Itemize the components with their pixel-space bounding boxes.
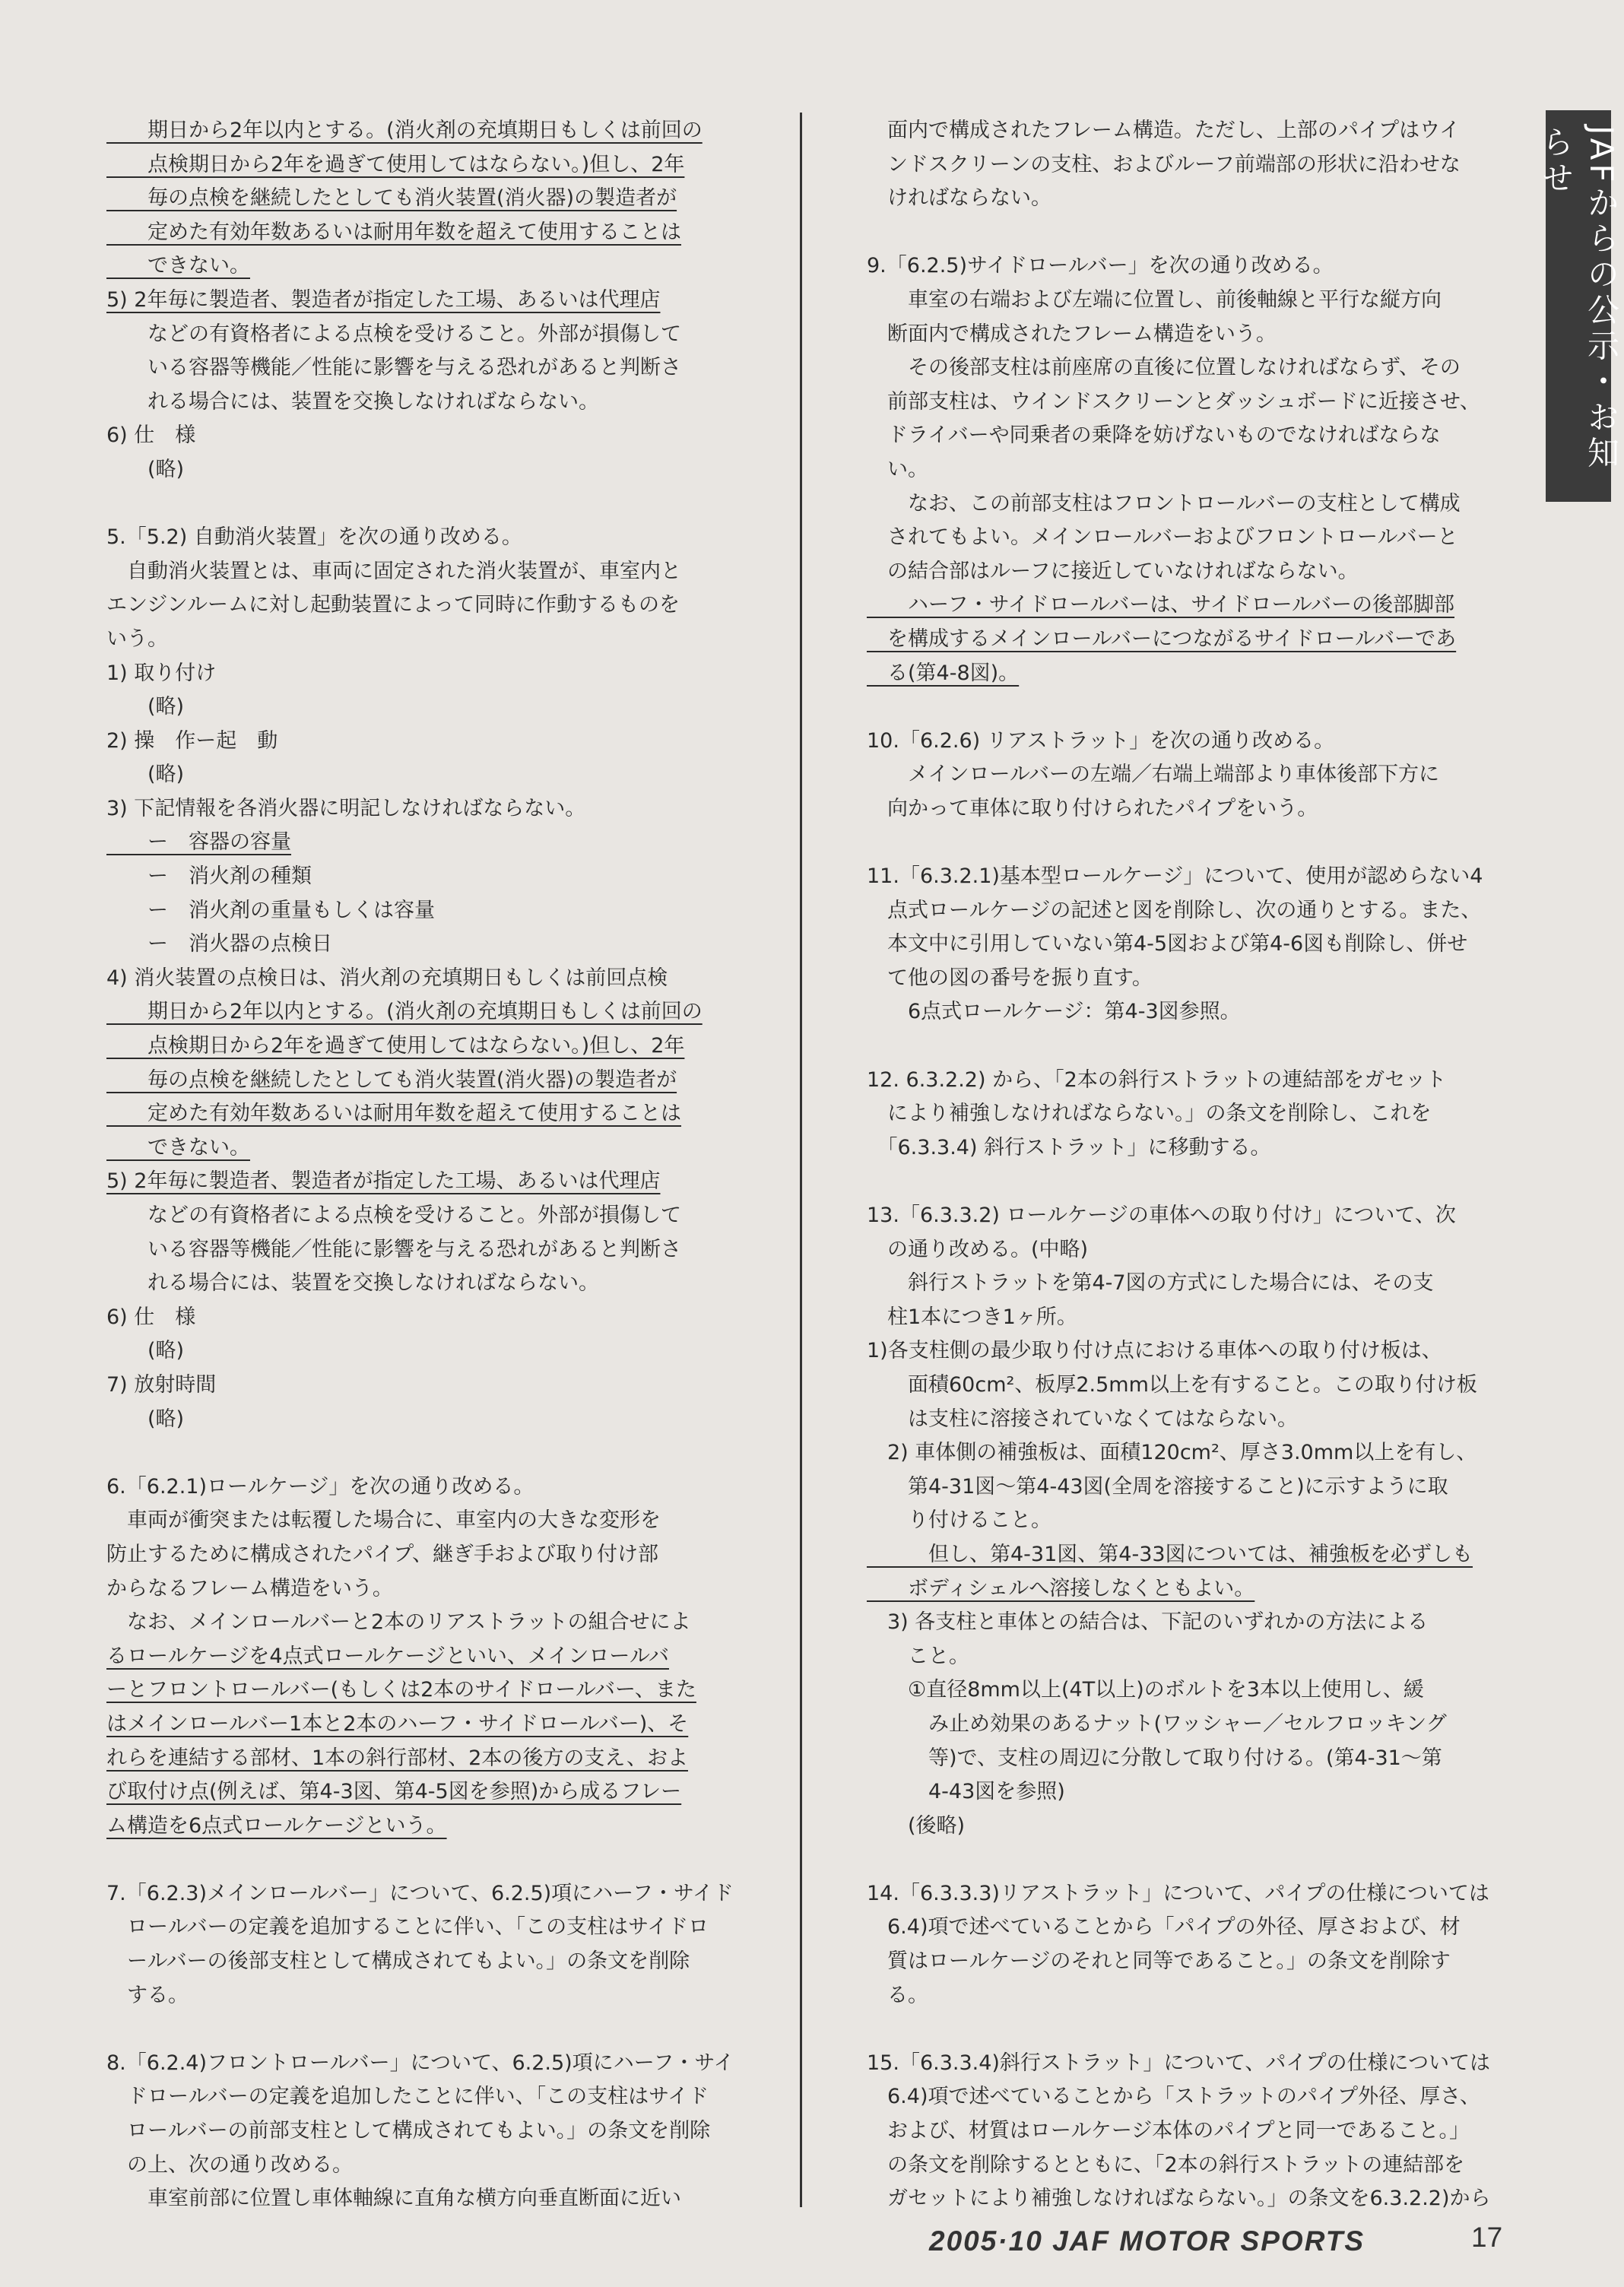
text-line: 定めた有効年数あるいは耐用年数を超えて使用することは [106,1102,681,1126]
text-line: れる場合には、装置を交換しなければならない。 [106,389,599,414]
text-line: 点式ロールケージの記述と図を削除し、次の通りとする。また、 [867,898,1482,922]
text-line: 12. 6.3.2.2) から、「2本の斜行ストラットの連結部をガセット [867,1067,1447,1092]
right-column [867,114,1521,2216]
text-line: の結合部はルーフに接近していなければならない。 [867,559,1359,583]
text-line: の上、次の通り改める。 [106,2152,353,2177]
text-line: 自動消火装置とは、車両に固定された消火装置が、車室内と [106,559,681,583]
text-line: 6点式ロールケージ：第4-3図参照。 [867,1000,1241,1024]
text-line: 13.「6.3.3.2) ロールケージの車体への取り付け」について、次 [867,1204,1456,1227]
text-line: なお、メインロールバーと2本のリアストラットの組合せによ [106,1610,691,1635]
text-line: などの有資格者による点検を受けること。外部が損傷して [106,322,681,346]
text-line: 毎の点検を継続したとしても消火装置(消火器)の製造者が [106,1067,677,1092]
paragraph-gap [867,690,1521,725]
text-line: み止め効果のあるナット(ワッシャー／セルフロッキング [867,1711,1447,1736]
paragraph-gap [867,1165,1521,1199]
text-line: (略) [106,457,185,481]
text-line: (略) [106,1407,185,1431]
text-line: ンドスクリーンの支柱、およびルーフ前端部の形状に沿わせな [867,152,1461,176]
text-line: ボディシェルへ溶接しなくともよい。 [867,1576,1255,1600]
text-line: 車室前部に位置し車体軸線に直角な横方向垂直断面に近い [106,2187,681,2211]
text-line: 7.「6.2.3)メインロールバー」について、6.2.5)項にハーフ・サイド [106,1881,734,1905]
text-line: 8.「6.2.4)フロントロールバー」について、6.2.5)項にハーフ・サイ [106,2051,734,2075]
text-line: により補強しなければならない。」の条文を削除し、これを [867,1102,1432,1126]
paragraph-gap [106,2013,753,2047]
text-line: 車室の右端および左端に位置し、前後軸線と平行な縦方向 [867,287,1442,312]
text-line: ロールバーの前部支柱として構成されてもよい。」の条文を削除 [106,2119,711,2143]
text-line: 定めた有効年数あるいは耐用年数を超えて使用することは [106,220,681,244]
paragraph-gap [867,826,1521,860]
text-line: いう。 [106,626,168,651]
text-line: 6.4)項で述べていることから「ストラットのパイプ外径、厚さ、 [867,2085,1481,2109]
text-line: ハーフ・サイドロールバーは、サイドロールバーの後部脚部 [867,593,1455,617]
text-line: り付けること。 [867,1508,1051,1533]
text-line: 14.「6.3.3.3)リアストラット」について、パイプの仕様については [867,1881,1489,1905]
text-line: て他の図の番号を振り直す。 [867,966,1153,990]
paragraph-gap [867,1029,1521,1064]
text-line: 点検期日から2年を過ぎて使用してはならない。)但し、2年 [106,1034,685,1058]
text-line: 11.「6.3.2.1)基本型ロールケージ」について、使用が認めらない4 [867,864,1483,889]
text-line: その後部支柱は前座席の直後に位置しなければならず、その [867,356,1461,380]
text-line: できない。 [106,1135,250,1159]
text-line: 6) 仕 様 [106,1305,196,1329]
text-line: ー 消火器の点検日 [106,932,332,956]
paragraph-gap [106,1436,753,1470]
text-line: 本文中に引用していない第4-5図および第4-6図も削除し、併せ [867,932,1468,956]
text-line: する。 [106,1983,189,2007]
footer-magazine-title: 2005·10 JAF MOTOR SPORTS [929,2225,1365,2257]
paragraph-gap [867,2013,1521,2047]
text-line: 向かって車体に取り付けられたパイプをいう。 [867,796,1318,820]
text-line: 15.「6.3.3.4)斜行ストラット」について、パイプの仕様については [867,2051,1490,2075]
text-line: 但し、第4-31図、第4-33図については、補強板を必ずしも [867,1542,1473,1566]
text-line: ければならない。 [867,186,1051,211]
text-line: ー 消火剤の種類 [106,864,312,889]
text-line: ①直径8mm以上(4T以上)のボルトを3本以上使用し、緩 [867,1678,1424,1702]
text-line: 質はロールケージのそれと同等であること。」の条文を削除す [867,1949,1451,1974]
text-line: 1)各支柱側の最少取り付け点における車体への取り付け板は、 [867,1339,1442,1363]
text-line: 1) 取り付け [106,661,217,685]
text-line: されてもよい。メインロールバーおよびフロントロールバーと [867,525,1458,550]
text-line: なお、この前部支柱はフロントロールバーの支柱として構成 [867,491,1461,515]
text-line: ールバーの後部支柱として構成されてもよい。」の条文を削除 [106,1949,690,1974]
text-line: 2) 車体側の補強板は、面積120cm²、厚さ3.0mm以上を有し、 [867,1441,1477,1465]
text-line: 柱1本につき1ヶ所。 [867,1305,1077,1329]
text-line: などの有資格者による点検を受けること。外部が損傷して [106,1204,681,1227]
text-line: は支柱に溶接されていなくてはならない。 [867,1407,1298,1431]
column-divider [800,113,802,2207]
text-line: からなるフレーム構造をいう。 [106,1576,393,1600]
text-line: エンジンルームに対し起動装置によって同時に作動するものを [106,593,680,617]
text-line: ーとフロントロールバー(もしくは2本のサイドロールバー、また [106,1678,696,1702]
text-line: および、材質はロールケージ本体のパイプと同一であること。」 [867,2119,1470,2143]
page-number: 17 [1471,2222,1503,2253]
text-line: いる容器等機能／性能に影響を与える恐れがあると判断さ [106,1237,681,1261]
text-line: の条文を削除するとともに、「2本の斜行ストラットの連結部を [867,2152,1465,2177]
text-line: る。 [867,1983,928,2007]
paragraph-gap [867,1843,1521,1877]
text-line: 3) 各支柱と車体との結合は、下記のいずれかの方法による [867,1610,1429,1635]
text-line: 期日から2年以内とする。(消火剤の充填期日もしくは前回の [106,119,703,142]
text-line: 第4-31図〜第4-43図(全周を溶接すること)に示すように取 [867,1474,1448,1499]
text-line: ドライバーや同乗者の乗降を妨げないものでなければならな [867,423,1441,448]
text-line: (略) [106,763,185,787]
text-line: ム構造を6点式ロールケージという。 [106,1813,447,1838]
text-line: い。 [867,457,928,481]
text-line: 4-43図を参照) [867,1780,1065,1804]
text-line: 3) 下記情報を各消火器に明記しなければならない。 [106,796,586,820]
paragraph-gap [106,487,753,522]
text-line: 前部支柱は、ウインドスクリーンとダッシュボードに近接させ、 [867,389,1481,414]
text-line: 6) 仕 様 [106,423,196,448]
text-line: 車両が衝突または転覆した場合に、車室内の大きな変形を [106,1508,661,1533]
text-line: ー 消火剤の重量もしくは容量 [106,898,435,922]
text-line: 6.「6.2.1)ロールケージ」を次の通り改める。 [106,1474,534,1499]
text-line: いる容器等機能／性能に影響を与える恐れがあると判断さ [106,356,681,380]
text-line: 面内で構成されたフレーム構造。ただし、上部のパイプはウイ [867,119,1461,142]
text-line: るロールケージを4点式ロールケージといい、メインロールバ [106,1644,669,1668]
text-line: (後略) [867,1813,966,1838]
text-line: 毎の点検を継続したとしても消火装置(消火器)の製造者が [106,186,677,211]
text-line: 6.4)項で述べていることから「パイプの外径、厚さおよび、材 [867,1915,1461,1940]
text-line: 9.「6.2.5)サイドロールバー」を次の通り改める。 [867,254,1334,278]
section-tab-label: JAFからの公示・お知らせ [1537,125,1620,472]
left-column [106,114,753,2216]
text-line: 面積60cm²、板厚2.5mm以上を有すること。この取り付け板 [867,1372,1477,1397]
section-tab [1537,110,1620,502]
text-line: 5) 2年毎に製造者、製造者が指定した工場、あるいは代理店 [106,287,661,312]
text-line: ー 容器の容量 [106,830,291,855]
paragraph-gap [106,1843,753,1877]
text-line: 4) 消火装置の点検日は、消火剤の充填期日もしくは前回点検 [106,966,668,990]
text-line: 防止するために構成されたパイプ、継ぎ手および取り付け部 [106,1542,659,1566]
text-line: (略) [106,1339,185,1363]
text-line: れらを連結する部材、1本の斜行部材、2本の後方の支え、およ [106,1746,688,1770]
text-line: 2) 操 作ー起 動 [106,728,278,753]
text-line: こと。 [867,1644,969,1668]
text-line: 5) 2年毎に製造者、製造者が指定した工場、あるいは代理店 [106,1169,661,1194]
paragraph-gap [867,216,1521,250]
text-line: (略) [106,695,185,719]
text-line: 等)で、支柱の周辺に分散して取り付ける。(第4-31〜第 [867,1746,1442,1770]
text-line: 10.「6.2.6) リアストラット」を次の通り改める。 [867,728,1335,753]
text-line: の通り改める。(中略) [867,1237,1089,1261]
text-line: ロールバーの定義を追加することに伴い、「この支柱はサイドロ [106,1915,709,1940]
text-line: れる場合には、装置を交換しなければならない。 [106,1271,599,1296]
text-line: ドロールバーの定義を追加したことに伴い、「この支柱はサイド [106,2085,709,2109]
text-line: ガセットにより補強しなければならない。」の条文を6.3.2.2)から [867,2187,1491,2211]
text-line: 「6.3.3.4) 斜行ストラット」に移動する。 [867,1135,1271,1159]
text-line: 断面内で構成されたフレーム構造をいう。 [867,322,1277,346]
text-line: できない。 [106,254,250,278]
text-line: 斜行ストラットを第4-7図の方式にした場合には、その支 [867,1271,1434,1296]
text-line: る(第4-8図)。 [867,661,1020,685]
text-line: 点検期日から2年を過ぎて使用してはならない。)但し、2年 [106,152,685,176]
text-line: を構成するメインロールバーにつながるサイドロールバーであ [867,626,1457,651]
text-line: び取付け点(例えば、第4-3図、第4-5図を参照)から成るフレー [106,1780,682,1804]
text-line: はメインロールバー1本と2本のハーフ・サイドロールバー)、そ [106,1711,689,1736]
text-line: 期日から2年以内とする。(消火剤の充填期日もしくは前回の [106,1000,703,1024]
text-line: 5.「5.2) 自動消火装置」を次の通り改める。 [106,525,522,550]
text-line: メインロールバーの左端／右端上端部より車体後部下方に [867,763,1440,787]
text-line: 7) 放射時間 [106,1372,217,1397]
